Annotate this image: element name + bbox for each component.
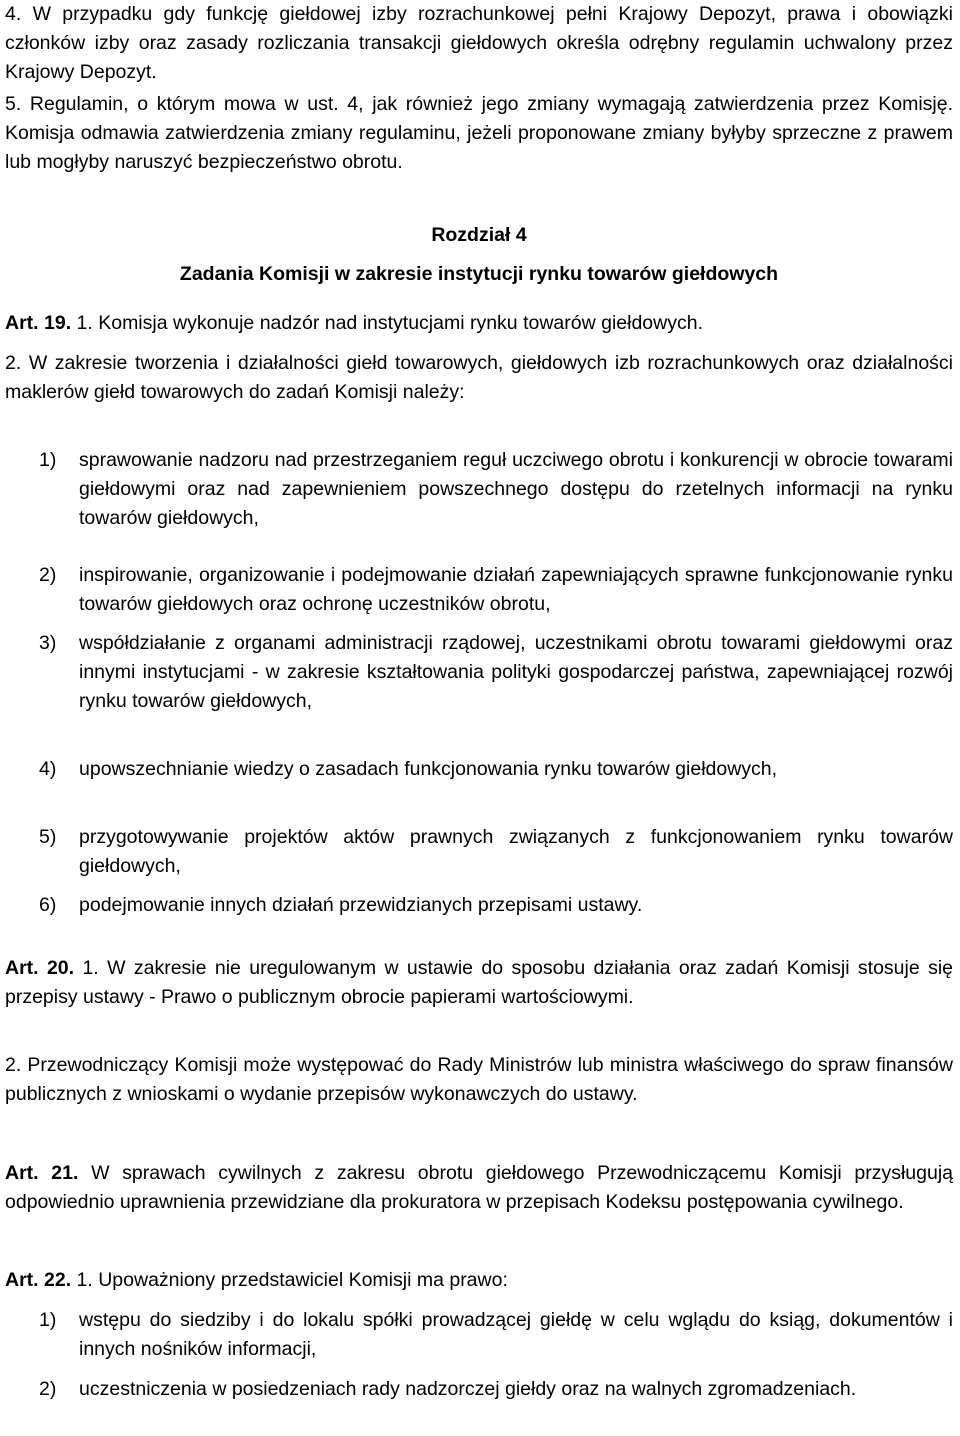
list-item-text: podejmowanie innych działań przewidzianych przepisami ustawy.	[79, 894, 643, 916]
list-item-number: 2)	[39, 1378, 57, 1400]
art20-p1-text: 1. W zakresie nie uregulowanym w ustawie do sposobu działania oraz zadań Komisji stosuje się przepisy ustawy - Prawo o publicznym obrocie papierami wartościowymi.	[5, 957, 954, 1008]
list-item-text: wstępu do siedziby i do lokalu spółki prowadzącej giełdę w celu wglądu do ksiąg, dokumentów i innych nośników informacji,	[79, 1309, 953, 1360]
list-item	[5, 446, 953, 561]
art21-para	[5, 1159, 953, 1217]
list-item-text: przygotowywanie projektów aktów prawnych związanych z funkcjonowaniem rynku towarów giełdowych,	[79, 826, 953, 877]
art22-p1-text: 1. Upoważniony przedstawiciel Komisji ma prawo:	[76, 1269, 508, 1291]
list-item-text: sprawowanie nadzoru nad przestrzeganiem reguł uczciwego obrotu i konkurencji w obrocie towarami giełdowymi oraz nad zapewnieniem powszechnego dostępu do rzetelnych informacji na rynku towarów giełdowych,	[79, 449, 953, 529]
art20-para-2: 2. Przewodniczący Komisji może występować do Rady Ministrów lub ministra właściwego do spraw finansów publicznych z wnioskami o wydanie przepisów wykonawczych do ustawy.	[5, 1054, 953, 1105]
art21-text: W sprawach cywilnych z zakresu obrotu giełdowego Przewodniczącemu Komisji przysługują odpowiednio uprawnienia przewidziane dla prokuratora w przepisach Kodeksu postępowania cywilnego.	[5, 1162, 954, 1213]
paragraph-5: 5. Regulamin, o którym mowa w ust. 4, jak również jego zmiany wymagają zatwierdzenia przez Komisję. Komisja odmawia zatwierdzenia zmiany regulaminu, jeżeli proponowane zmiany byłyby sprzeczne z prawem lub mogłyby naruszyć bezpieczeństwo obrotu.	[5, 93, 953, 173]
art22-label: Art. 22.	[5, 1269, 72, 1291]
art19-label: Art. 19.	[5, 312, 72, 334]
list-item	[5, 1306, 953, 1375]
list-item	[5, 1375, 953, 1433]
list-item	[5, 891, 953, 920]
list-item-number: 5)	[39, 826, 57, 848]
art22-para-1	[5, 1266, 953, 1295]
art19-para-1	[5, 309, 953, 338]
art20-label: Art. 20.	[5, 957, 75, 979]
list-item	[5, 561, 953, 629]
list-item	[5, 755, 953, 823]
art22-rights-list	[5, 1306, 953, 1433]
list-item-number: 2)	[39, 564, 57, 586]
list-item-text: upowszechnianie wiedzy o zasadach funkcjonowania rynku towarów giełdowych,	[79, 758, 778, 780]
art21-label: Art. 21.	[5, 1162, 79, 1184]
list-item	[5, 823, 953, 891]
list-item-text: współdziałanie z organami administracji rządowej, uczestnikami obrotu towarami giełdowymi oraz innymi instytucjami - w zakresie kształtowania polityki gospodarczej państwa, zapewniającej rozwój rynku towarów giełdowych,	[79, 632, 953, 712]
paragraph-4: 4. W przypadku gdy funkcję giełdowej izby rozrachunkowej pełni Krajowy Depozyt, prawa i obowiązki członków izby oraz zasady rozliczania transakcji giełdowych określa odrębny regulamin uchwalony przez Krajowy Depozyt.	[5, 3, 953, 83]
list-item-text: uczestniczenia w posiedzeniach rady nadzorczej giełdy oraz na walnych zgromadzeniach.	[79, 1378, 857, 1400]
art19-task-list	[5, 446, 953, 920]
list-item	[5, 629, 953, 755]
chapter-number: Rozdział 4	[431, 224, 527, 246]
list-item-number: 1)	[39, 1309, 57, 1331]
list-item-number: 4)	[39, 758, 57, 780]
chapter-title: Zadania Komisji w zakresie instytucji rynku towarów giełdowych	[179, 263, 779, 285]
list-item-number: 3)	[39, 632, 57, 654]
list-item-number: 1)	[39, 449, 57, 471]
art20-para-1	[5, 954, 953, 1012]
art19-p1-text: 1. Komisja wykonuje nadzór nad instytucjami rynku towarów giełdowych.	[76, 312, 703, 334]
art19-para-2: 2. W zakresie tworzenia i działalności giełd towarowych, giełdowych izb rozrachunkowych oraz działalności maklerów giełd towarowych do zadań Komisji należy:	[5, 352, 953, 403]
list-item-number: 6)	[39, 894, 57, 916]
list-item-text: inspirowanie, organizowanie i podejmowanie działań zapewniających sprawne funkcjonowanie rynku towarów giełdowych oraz ochronę uczestników obrotu,	[79, 564, 953, 615]
